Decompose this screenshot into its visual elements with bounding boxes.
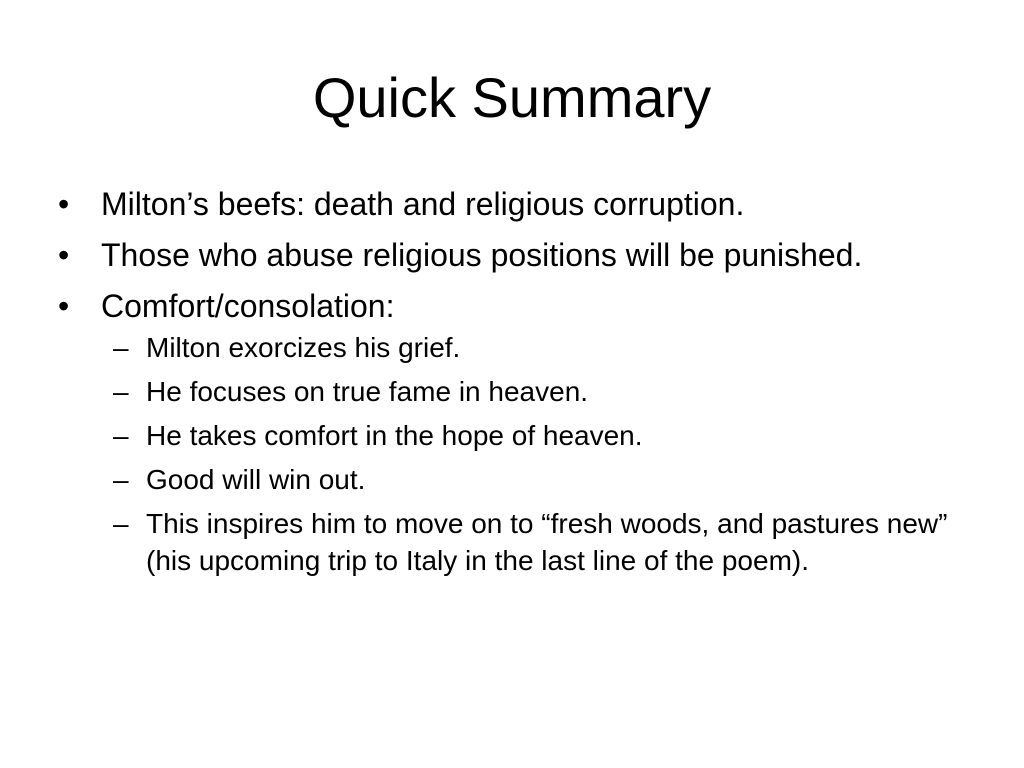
sub-bullet-item — [58, 373, 958, 410]
sub-bullet-text: He takes comfort in the hope of heaven. — [146, 420, 643, 451]
sub-bullet-item — [58, 461, 958, 498]
sub-bullet-text: Milton exorcizes his grief. — [146, 332, 461, 363]
sub-bullet-text: He focuses on true fame in heaven. — [146, 376, 589, 407]
sub-bullet-marker: – — [113, 332, 129, 363]
bullet-text: Comfort/consolation: — [101, 288, 395, 324]
bullet-text: Milton’s beefs: death and religious corruption. — [101, 186, 745, 222]
sub-bullet-item — [58, 505, 958, 579]
bullet-item — [58, 233, 958, 277]
bullet-item — [58, 182, 958, 226]
sub-bullet-item — [58, 417, 958, 454]
sub-bullet-text: Good will win out. — [146, 464, 366, 495]
sub-bullet-marker: – — [113, 420, 129, 451]
bullet-item — [58, 284, 958, 328]
bullet-marker: • — [58, 186, 70, 222]
sub-bullet-marker: – — [113, 376, 129, 407]
sub-bullet-item — [58, 329, 958, 366]
sub-bullet-marker: – — [113, 508, 129, 539]
sub-bullet-text: This inspires him to move on to “fresh woods, and pastures new” (his upcoming trip to Italy in the last line of the poem). — [146, 508, 948, 576]
slide-body — [58, 182, 958, 586]
bullet-marker: • — [58, 237, 70, 273]
sub-bullet-marker: – — [113, 464, 129, 495]
slide-title: Quick Summary — [312, 66, 712, 129]
bullet-marker: • — [58, 288, 70, 324]
bullet-text: Those who abuse religious positions will be punished. — [101, 237, 863, 273]
